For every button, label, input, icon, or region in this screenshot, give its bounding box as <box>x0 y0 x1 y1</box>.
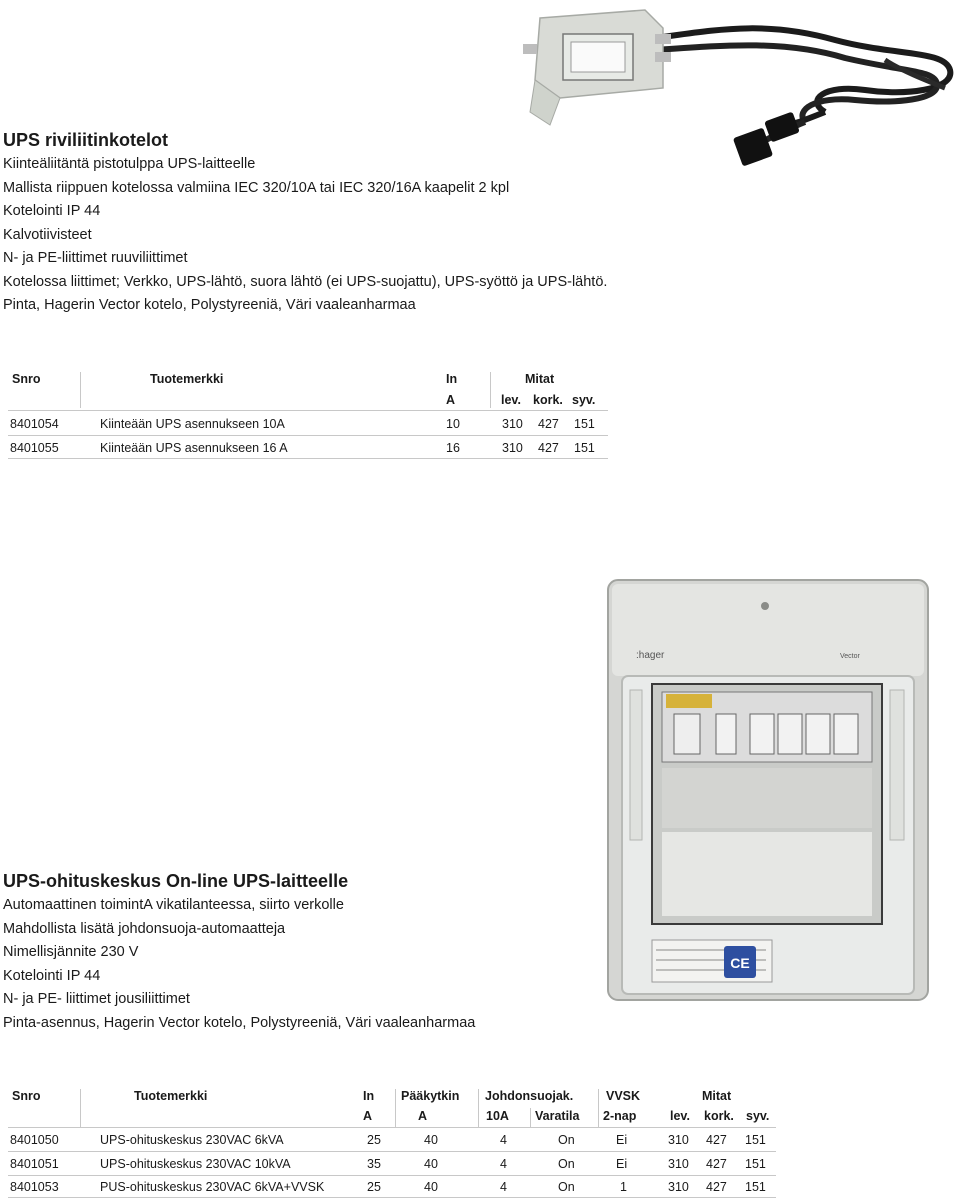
col-header-in: In <box>446 372 458 386</box>
table-divider <box>478 1089 479 1127</box>
description-line: Kotelointi IP 44 <box>3 967 101 984</box>
table-rule <box>8 1151 776 1152</box>
cell-snro: 8401053 <box>10 1180 59 1194</box>
subheader-syv: syv. <box>746 1109 770 1123</box>
cell-kork: 427 <box>706 1157 727 1171</box>
cell-varatila: On <box>558 1180 575 1194</box>
col-header-paakytkin: Pääkytkin <box>401 1089 460 1103</box>
subheader-johdonsuojak-unit: 10A <box>486 1109 509 1123</box>
section1-title: UPS riviliitinkotelot <box>3 130 169 150</box>
col-header-vvsk: VVSK <box>606 1089 641 1103</box>
cell-name: UPS-ohituskeskus 230VAC 10kVA <box>100 1157 291 1171</box>
description-line: Kalvotiivisteet <box>3 226 92 243</box>
description-line: Kotelointi IP 44 <box>3 203 101 219</box>
description-line: Automaattinen toimintA vikatilanteessa, siirto verkolle <box>3 897 344 913</box>
cell-lev: 310 <box>668 1133 689 1147</box>
section2-title: UPS-ohituskeskus On-line UPS-laitteelle <box>3 871 349 891</box>
cell-syv: 151 <box>745 1180 766 1194</box>
col-header-johdonsuojak: Johdonsuojak. <box>485 1089 574 1103</box>
section1-description <box>3 153 607 318</box>
col-header-tuotemerkki: Tuotemerkki <box>134 1089 208 1103</box>
col-header-tuotemerkki: Tuotemerkki <box>150 372 224 386</box>
subheader-paakytkin-unit: A <box>418 1109 428 1123</box>
cell-johdonsuojak: 4 <box>500 1133 507 1147</box>
description-line: Mahdollista lisätä johdonsuoja-automaatteja <box>3 920 286 937</box>
subheader-kork: kork. <box>533 393 563 407</box>
description-line: Nimellisjännite 230 V <box>3 944 139 960</box>
cell-snro: 8401051 <box>10 1157 59 1171</box>
cell-kork: 427 <box>706 1180 727 1194</box>
table-rule <box>8 1197 776 1198</box>
col-header-mitat: Mitat <box>525 372 555 386</box>
cell-in: 25 <box>367 1180 381 1194</box>
description-line: Kiinteäliitäntä pistotulppa UPS-laitteelle <box>3 156 256 172</box>
cell-johdonsuojak: 4 <box>500 1180 507 1194</box>
subheader-vvsk-unit: 2-nap <box>603 1109 637 1123</box>
enclosure-brand-label: :hager <box>636 650 665 661</box>
subheader-varatila: Varatila <box>535 1109 580 1123</box>
table-divider <box>80 1089 81 1127</box>
section2-description <box>3 894 475 1035</box>
cell-snro: 8401050 <box>10 1133 59 1147</box>
table-rule <box>8 458 608 459</box>
cell-paakytkin: 40 <box>424 1180 438 1194</box>
cell-lev: 310 <box>668 1157 689 1171</box>
cell-in: 25 <box>367 1133 381 1147</box>
cell-vvsk: Ei <box>616 1157 628 1171</box>
cell-lev: 310 <box>668 1180 689 1194</box>
subheader-lev: lev. <box>501 393 521 407</box>
cell-snro: 8401054 <box>10 417 59 431</box>
col-header-in: In <box>363 1089 375 1103</box>
table-rule <box>8 1127 776 1128</box>
enclosure-model-label: Vector <box>840 653 860 660</box>
description-line: N- ja PE- liittimet jousiliittimet <box>3 991 190 1007</box>
cell-kork: 427 <box>706 1133 727 1147</box>
cell-johdonsuojak: 4 <box>500 1157 507 1171</box>
cell-vvsk: Ei <box>616 1133 628 1147</box>
cell-name: Kiinteään UPS asennukseen 10A <box>100 417 285 431</box>
table-divider <box>598 1089 599 1127</box>
cell-paakytkin: 40 <box>424 1133 438 1147</box>
cell-kork: 427 <box>538 441 559 455</box>
subheader-lev: lev. <box>670 1109 690 1123</box>
cell-syv: 151 <box>574 417 595 431</box>
description-line: Pinta-asennus, Hagerin Vector kotelo, Polystyreeniä, Väri vaaleanharmaa <box>3 1014 476 1031</box>
cell-in: 35 <box>367 1157 381 1171</box>
table-divider <box>395 1089 396 1127</box>
cell-syv: 151 <box>574 441 595 455</box>
ce-mark-label: CE <box>730 955 750 971</box>
bypass-enclosure-image <box>590 570 940 1005</box>
table-rule <box>8 410 608 411</box>
cell-snro: 8401055 <box>10 441 59 455</box>
table-divider <box>490 372 491 408</box>
cell-varatila: On <box>558 1133 575 1147</box>
table-divider <box>530 1108 531 1127</box>
description-line: Pinta, Hagerin Vector kotelo, Polystyreeniä, Väri vaaleanharmaa <box>3 297 416 313</box>
cell-varatila: On <box>558 1157 575 1171</box>
cell-name: UPS-ohituskeskus 230VAC 6kVA <box>100 1133 284 1147</box>
cell-lev: 310 <box>502 417 523 431</box>
ups-terminal-box-image <box>505 0 960 175</box>
cell-syv: 151 <box>745 1133 766 1147</box>
cell-in: 10 <box>446 417 460 431</box>
col-header-snro: Snro <box>12 1089 41 1103</box>
table-rule <box>8 1175 776 1176</box>
table-divider <box>80 372 81 408</box>
cell-paakytkin: 40 <box>424 1157 438 1171</box>
description-line: Kotelossa liittimet; Verkko, UPS-lähtö, suora lähtö (ei UPS-suojattu), UPS-syöttö ja UPS-lähtö. <box>3 273 608 290</box>
cell-kork: 427 <box>538 417 559 431</box>
col-header-mitat: Mitat <box>702 1089 732 1103</box>
subheader-syv: syv. <box>572 393 596 407</box>
subheader-in-unit: A <box>363 1109 373 1123</box>
description-line: Mallista riippuen kotelossa valmiina IEC 320/10A tai IEC 320/16A kaapelit 2 kpl <box>3 179 510 196</box>
table-rule <box>8 435 608 436</box>
cell-lev: 310 <box>502 441 523 455</box>
cell-syv: 151 <box>745 1157 766 1171</box>
subheader-kork: kork. <box>704 1109 734 1123</box>
subheader-in-unit: A <box>446 393 456 407</box>
col-header-snro: Snro <box>12 372 41 386</box>
cell-vvsk: 1 <box>620 1180 627 1194</box>
cell-in: 16 <box>446 441 460 455</box>
cell-name: Kiinteään UPS asennukseen 16 A <box>100 441 288 455</box>
cell-name: PUS-ohituskeskus 230VAC 6kVA+VVSK <box>100 1180 325 1194</box>
description-line: N- ja PE-liittimet ruuviliittimet <box>3 250 188 266</box>
